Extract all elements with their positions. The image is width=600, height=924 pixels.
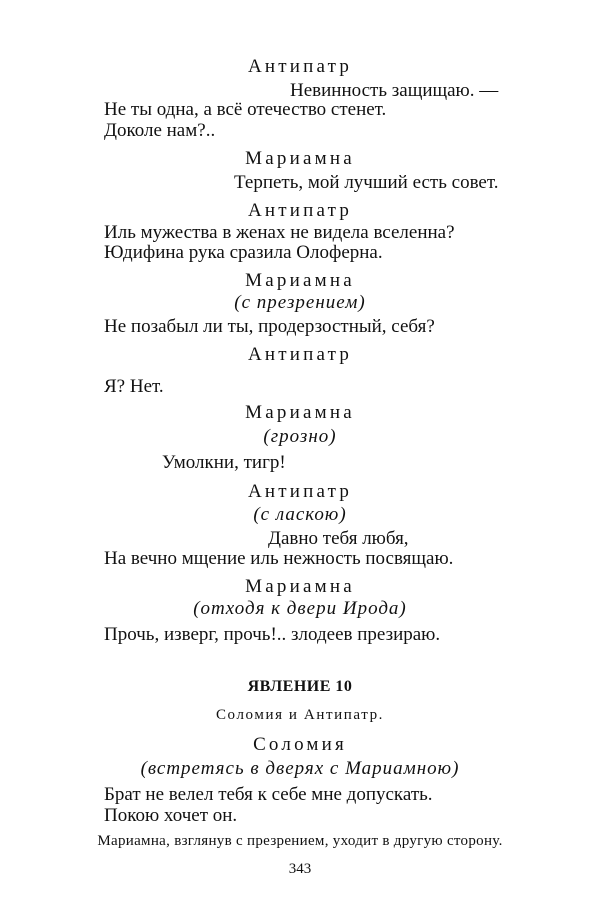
- stage-remark: Мариамна, взглянув с презрением, уходит в другую сторону.: [97, 833, 503, 849]
- speaker-name: Мариамна: [245, 576, 355, 597]
- verse-line: Умолкни, тигр!: [162, 452, 286, 473]
- speaker-name: Антипатр: [247, 56, 353, 77]
- speaker-name: Антипатр: [247, 481, 353, 502]
- verse-line: Иль мужества в женах не видела вселенна?: [104, 222, 455, 243]
- stage-direction: (грозно): [263, 426, 337, 447]
- stage-direction: (встретясь в дверях с Мариамною): [140, 758, 460, 779]
- verse-line: Не позабыл ли ты, продерзостный, себя?: [104, 316, 435, 337]
- speaker-name: Мариамна: [245, 402, 355, 423]
- verse-line: На вечно мщение иль нежность посвящаю.: [104, 548, 454, 569]
- verse-line: Юдифина рука сразила Олоферна.: [104, 242, 383, 263]
- cast-line: Соломия и Антипатр.: [215, 707, 385, 723]
- speaker-name: Мариамна: [245, 270, 355, 291]
- scene-heading: ЯВЛЕНИЕ 10: [247, 678, 353, 695]
- speaker-name: Антипатр: [247, 344, 353, 365]
- stage-direction: (отходя к двери Ирода): [193, 598, 407, 619]
- verse-line: Доколе нам?..: [104, 120, 216, 141]
- speaker-name: Мариамна: [245, 148, 355, 169]
- verse-line: Невинность защищаю. —: [290, 80, 499, 101]
- verse-line: Брат не велел тебя к себе мне допускать.: [104, 784, 433, 805]
- verse-line: Я? Нет.: [104, 376, 164, 397]
- stage-direction: (с презрением): [234, 292, 366, 313]
- page-number: 343: [288, 861, 312, 877]
- verse-line: Покою хочет он.: [104, 805, 238, 826]
- verse-line: Прочь, изверг, прочь!.. злодеев презираю.: [104, 624, 441, 645]
- speaker-name: Соломия: [253, 734, 347, 755]
- verse-line: Не ты одна, а всё отечество стенет.: [104, 99, 387, 120]
- speaker-name: Антипатр: [247, 200, 353, 221]
- verse-line: Давно тебя любя,: [268, 528, 409, 549]
- stage-direction: (с ласкою): [253, 504, 347, 525]
- verse-line: Терпеть, мой лучший есть совет.: [234, 172, 499, 193]
